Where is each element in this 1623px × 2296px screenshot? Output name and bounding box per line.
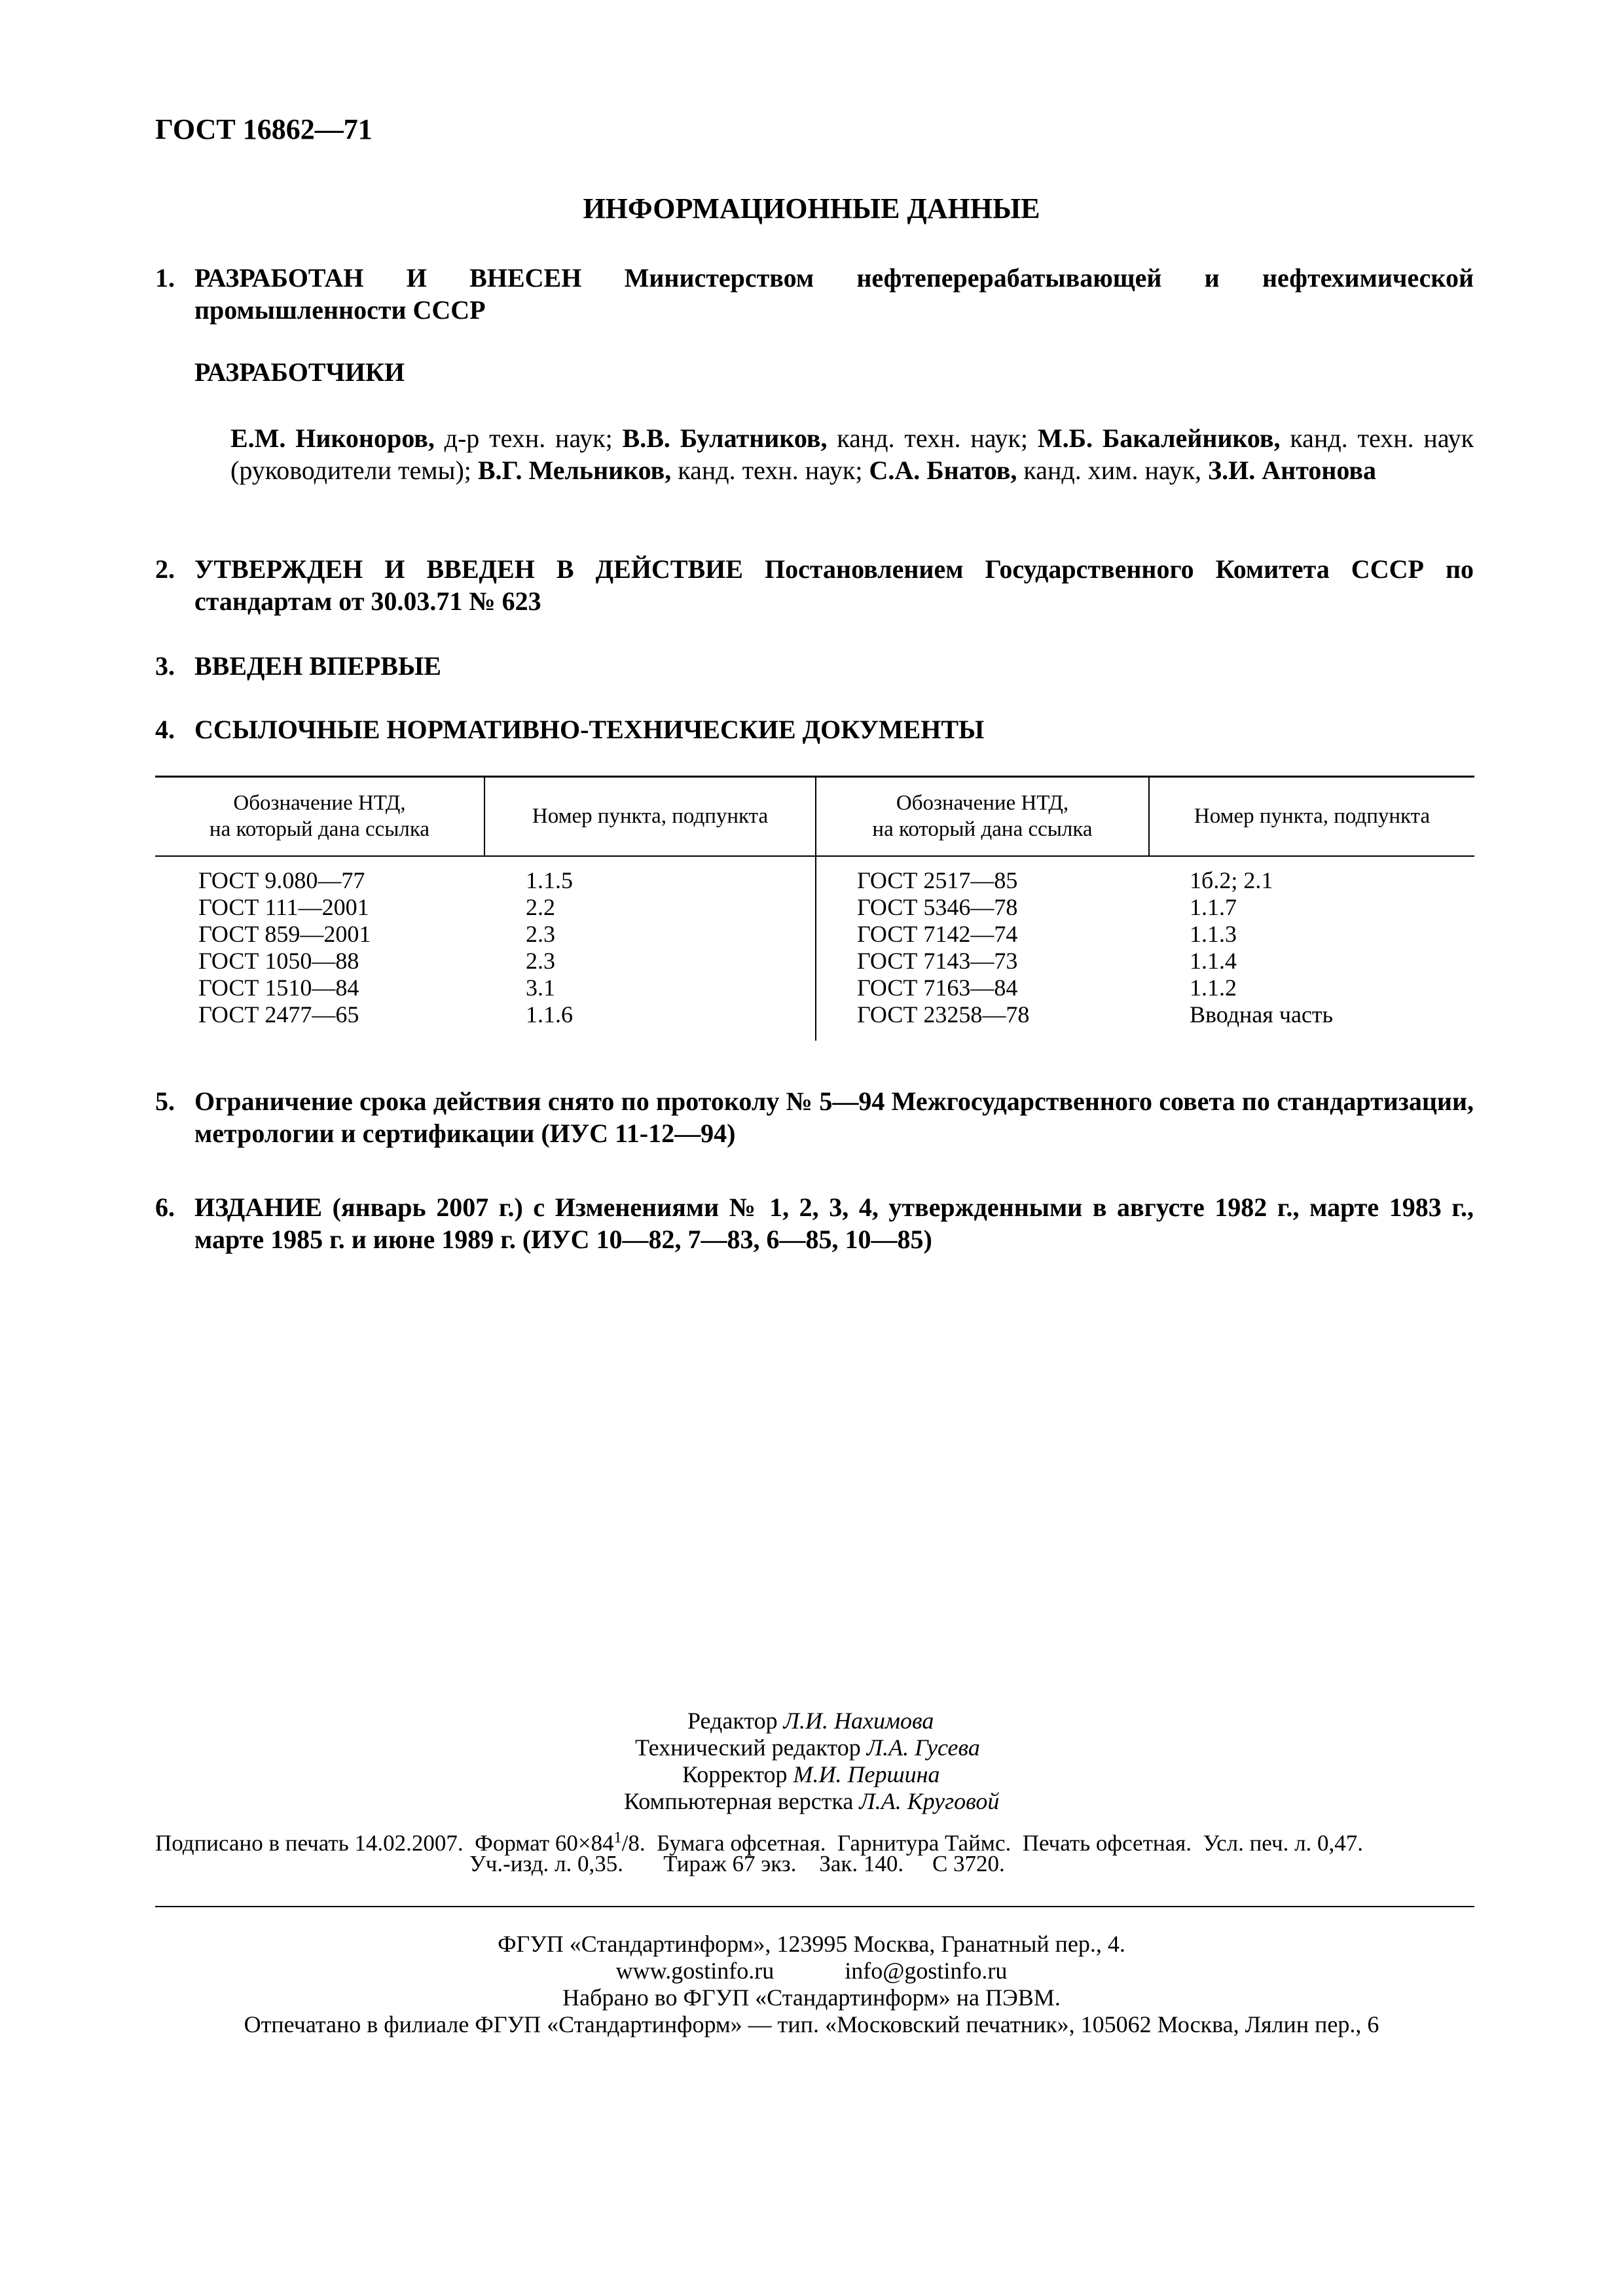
sheets: Усл. печ. л. 0,47. <box>1203 1830 1364 1856</box>
developer-name: М.Б. Бакалейников, <box>1037 423 1281 453</box>
code: С 3720. <box>932 1851 1005 1876</box>
credit-label: Редактор <box>687 1708 778 1734</box>
table-cell: ГОСТ 7163—84 <box>857 975 1018 1001</box>
developer-name: Е.М. Никоноров, <box>230 423 435 453</box>
section-text: Ограничение срока действия снято по протоколу № 5—94 Межгосударственного совета по стандартизации, метрологии и сертификации (ИУС 11-12—94) <box>194 1086 1474 1148</box>
developer-name: В.В. Булатников, <box>622 423 828 453</box>
layout-credit <box>624 1787 999 1815</box>
format-sub: /8. <box>621 1830 646 1856</box>
credit-label: Корректор <box>682 1761 788 1787</box>
developer-name: С.А. Бнатов, <box>869 456 1017 485</box>
page-heading: ИНФОРМАЦИОННЫЕ ДАННЫЕ <box>583 192 1040 224</box>
table-cell: 1.1.7 <box>1190 894 1237 920</box>
corrector-credit <box>682 1761 939 1788</box>
table-header <box>816 790 1148 842</box>
section-text: ССЫЛОЧНЫЕ НОРМАТИВНО-ТЕХНИЧЕСКИЕ ДОКУМЕНТЫ <box>194 715 985 744</box>
header-line: на который дана ссылка <box>209 817 430 841</box>
header-line: на который дана ссылка <box>872 817 1093 841</box>
table-cell: 2.3 <box>526 921 555 947</box>
developer-title: канд. техн. наук; <box>671 456 869 485</box>
tech-editor-credit <box>635 1734 980 1761</box>
document-code: ГОСТ 16862—71 <box>155 113 373 145</box>
print-info-line <box>469 1851 1005 1877</box>
table-cell: ГОСТ 1510—84 <box>198 975 359 1001</box>
credit-label: Компьютерная верстка <box>624 1788 854 1814</box>
table-cell: 1.1.5 <box>526 867 573 893</box>
table-cell: ГОСТ 1050—88 <box>198 948 359 974</box>
publisher-contacts <box>0 1958 1623 1984</box>
typeset-note: Набрано во ФГУП «Стандартинформ» на ПЭВМ. <box>562 1984 1061 2011</box>
section-text: РАЗРАБОТАН И ВНЕСЕН Министерством нефтеперерабатывающей и нефтехимической промышленности СССР <box>194 263 1474 325</box>
reference-documents-table <box>155 776 1474 1041</box>
developer-title: канд. хим. наук, <box>1017 456 1209 485</box>
table-header: Номер пункта, подпункта <box>1194 804 1431 828</box>
developer-title: канд. техн. наук (руководители темы); <box>230 423 1474 485</box>
circulation: Тираж 67 экз. <box>663 1851 797 1876</box>
developers-list <box>230 422 1474 486</box>
table-cell: ГОСТ 7142—74 <box>857 921 1018 947</box>
editor-credit <box>687 1707 934 1734</box>
table-cell: 1.1.3 <box>1190 921 1237 947</box>
section-number: 5. <box>155 1086 175 1116</box>
developer-title: канд. техн. наук; <box>827 423 1038 453</box>
table-cell: ГОСТ 111—2001 <box>198 894 369 920</box>
publisher-address: ФГУП «Стандартинформ», 123995 Москва, Гранатный пер., 4. <box>498 1931 1125 1957</box>
order: Зак. 140. <box>819 1851 904 1876</box>
section-number: 6. <box>155 1193 175 1222</box>
header-line: Обозначение НТД, <box>233 791 406 815</box>
table-cell: 2.2 <box>526 894 555 920</box>
typeface: Гарнитура Таймс. <box>837 1830 1012 1856</box>
credit-label: Технический редактор <box>635 1734 861 1761</box>
section-text: ВВЕДЕН ВПЕРВЫЕ <box>194 651 441 681</box>
email-link[interactable]: info@gostinfo.ru <box>845 1958 1008 1984</box>
table-cell: 1б.2; 2.1 <box>1190 867 1273 893</box>
table-header: Номер пункта, подпункта <box>532 804 769 828</box>
printed-note: Отпечатано в филиале ФГУП «Стандартинформ» — тип. «Московский печатник», 105062 Москва, Лялин пер., 6 <box>244 2011 1379 2037</box>
section-number: 1. <box>155 263 175 293</box>
table-cell: 1.1.2 <box>1190 975 1237 1001</box>
section-text: УТВЕРЖДЕН И ВВЕДЕН В ДЕЙСТВИЕ Постановлением Государственного Комитета СССР по стандартам от 30.03.71 № 623 <box>194 554 1474 616</box>
paper: Бумага офсетная. <box>657 1830 826 1856</box>
section-number: 2. <box>155 554 175 584</box>
website-link[interactable]: www.gostinfo.ru <box>615 1958 775 1984</box>
credit-name: Л.И. Нахимова <box>783 1708 934 1734</box>
credit-name: Л.А. Гусева <box>866 1734 980 1761</box>
pub-sheets: Уч.-изд. л. 0,35. <box>469 1851 623 1876</box>
divider-rule <box>155 1906 1474 1907</box>
table-cell: 3.1 <box>526 975 555 1001</box>
signed-date: Подписано в печать 14.02.2007. <box>155 1830 464 1856</box>
section-number: 3. <box>155 651 175 681</box>
print-type: Печать офсетная. <box>1022 1830 1192 1856</box>
section-text: ИЗДАНИЕ (январь 2007 г.) с Изменениями № 1, 2, 3, 4, утвержденными в августе 1982 г., марте 1983 г., марте 1985 г. и июне 1989 г. (ИУС 10—82, 7—83, 6—85, 10—85) <box>194 1193 1474 1254</box>
format-sup: 1 <box>613 1829 622 1846</box>
credit-name: Л.А. Круговой <box>859 1788 1000 1814</box>
developers-heading: РАЗРАБОТЧИКИ <box>194 357 405 387</box>
table-header <box>155 790 484 842</box>
table-cell: 1.1.6 <box>526 1001 573 1028</box>
publisher-block <box>0 1931 1623 2038</box>
format: Формат 60×84 <box>475 1830 614 1856</box>
table-cell: 1.1.4 <box>1190 948 1237 974</box>
table-cell: ГОСТ 23258—78 <box>857 1001 1030 1028</box>
developer-name: З.И. Антонова <box>1208 456 1376 485</box>
table-cell: ГОСТ 2477—65 <box>198 1001 359 1028</box>
table-cell: ГОСТ 5346—78 <box>857 894 1018 920</box>
table-cell: 2.3 <box>526 948 555 974</box>
developer-title: д-р техн. наук; <box>434 423 623 453</box>
table-cell: ГОСТ 859—2001 <box>198 921 371 947</box>
header-line: Обозначение НТД, <box>896 791 1069 815</box>
developer-name: В.Г. Мельников, <box>477 456 672 485</box>
table-cell: Вводная часть <box>1190 1001 1334 1028</box>
table-cell: ГОСТ 2517—85 <box>857 867 1018 893</box>
section-number: 4. <box>155 715 175 744</box>
credit-name: М.И. Першина <box>793 1761 940 1787</box>
table-cell: ГОСТ 7143—73 <box>857 948 1018 974</box>
table-cell: ГОСТ 9.080—77 <box>198 867 365 893</box>
